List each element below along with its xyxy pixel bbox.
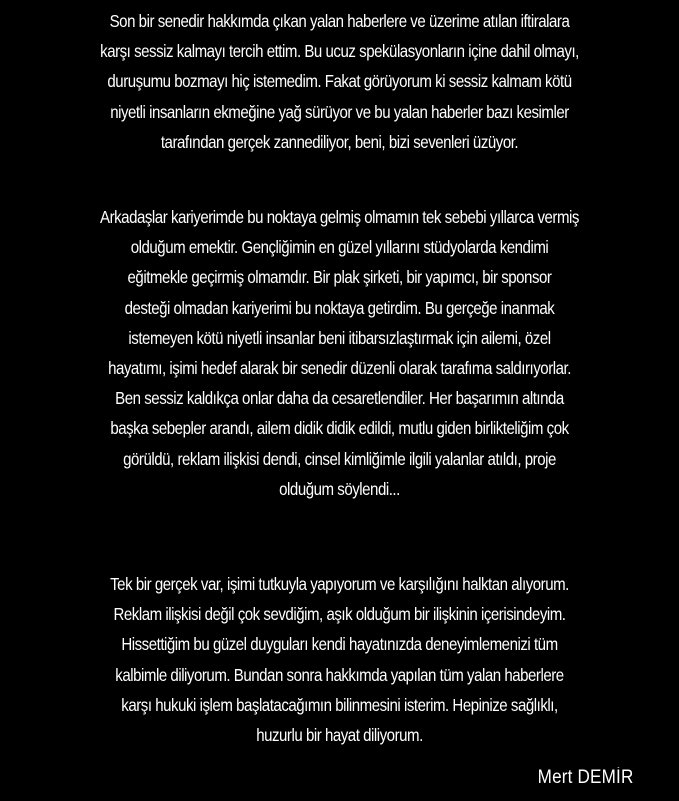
paragraph-3-line-3: Hissettiğim bu güzel duyguları kendi hayatınızda deneyimlemenizi tüm xyxy=(121,634,558,655)
paragraph-2-line-7: Ben sessiz kaldıkça onlar daha da cesaretlendiler. Her başarımın altında xyxy=(115,388,564,409)
signature: Mert DEMİR xyxy=(537,767,633,788)
paragraph-3-line-6: huzurlu bir hayat diliyorum. xyxy=(256,725,423,746)
statement-paragraph-1 xyxy=(0,6,679,157)
paragraph-1-line-4: niyetli insanların ekmeğine yağ sürüyor ve bu yalan haberler bazı kesimler xyxy=(110,101,569,122)
paragraph-3-line-1: Tek bir gerçek var, işimi tutkuyla yapıyorum ve karşılığını halktan alıyorum. xyxy=(110,574,569,594)
paragraph-2-line-4: desteği olmadan kariyerimi bu noktaya getirdim. Bu gerçeğe inanmak xyxy=(124,297,555,318)
paragraph-2-line-8: başka sebepler arandı, ailem didik didik edildi, mutlu giden birlikteliğim çok xyxy=(110,418,569,439)
paragraph-2-line-1: Arkadaşlar kariyerimde bu noktaya gelmiş olmamın tek sebebi yıllarca vermiş xyxy=(100,207,579,227)
paragraph-2-line-10: olduğum söylendi... xyxy=(279,478,400,499)
paragraph-3-line-2: Reklam ilişkisi değil çok sevdiğim, aşık olduğum bir ilişkinin içerisindeyim. xyxy=(113,604,566,625)
statement-paragraph-3 xyxy=(0,569,679,750)
paragraph-1-line-3: duruşumu bozmayı hiç istemedim. Fakat görüyorum ki sessiz kalmam kötü xyxy=(107,71,572,92)
paragraph-3-line-4: kalbimle diliyorum. Bundan sonra hakkımda yapılan tüm yalan haberlere xyxy=(115,664,564,685)
paragraph-1-line-5: tarafından gerçek zannediliyor, beni, bizi sevenleri üzüyor. xyxy=(160,131,519,152)
paragraph-2-line-9: görüldü, reklam ilişkisi dendi, cinsel kimliğimle ilgili yalanlar atıldı, proje xyxy=(123,448,556,469)
paragraph-1-line-1: Son bir senedir hakkımda çıkan yalan haberlere ve üzerime atılan iftiralara xyxy=(109,11,570,31)
paragraph-2-line-3: eğitmekle geçirmiş olmamdır. Bir plak şirketi, bir yapımcı, bir sponsor xyxy=(127,267,552,288)
paragraph-2-line-2: olduğum emektir. Gençliğimin en güzel yıllarını stüdyolarda kendimi xyxy=(130,237,549,258)
statement-paragraph-2 xyxy=(0,202,679,504)
paragraph-1-line-2: karşı sessiz kalmayı tercih ettim. Bu ucuz spekülasyonların içine dahil olmayı, xyxy=(100,41,579,62)
paragraph-3-line-5: karşı hukuki işlem başlatacağımın bilinmesini isterim. Hepinize sağlıklı, xyxy=(121,694,558,715)
paragraph-2-line-6: hayatımı, işimi hedef alarak bir senedir düzenli olarak tarafıma saldırıyorlar. xyxy=(108,358,571,379)
paragraph-2-line-5: istemeyen kötü niyetli insanlar beni itibarsızlaştırmak için ailemi, özel xyxy=(128,327,551,348)
